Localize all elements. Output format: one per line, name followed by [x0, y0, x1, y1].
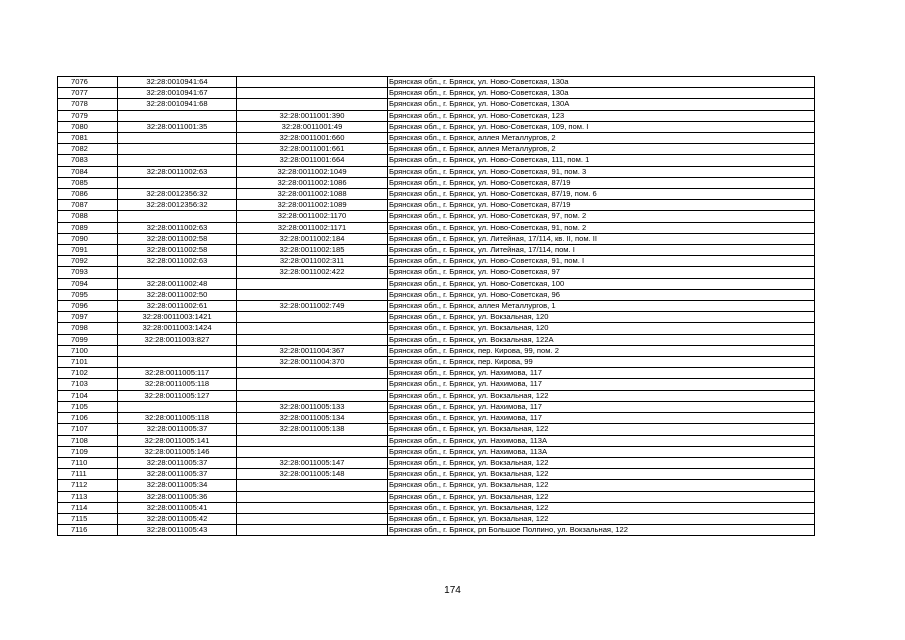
address-cell: Брянская обл., г. Брянск, ул. Ново-Советская, 97: [388, 267, 815, 278]
address-cell: Брянская обл., г. Брянск, рп Большое Полпино, ул. Вокзальная, 122: [388, 525, 815, 536]
table-row: [58, 166, 815, 177]
row-number-cell: 7105: [58, 401, 118, 412]
address-cell: Брянская обл., г. Брянск, ул. Нахимова, 117: [388, 368, 815, 379]
object-cadastral-number-cell: [237, 525, 388, 536]
object-cadastral-number-cell: [237, 289, 388, 300]
parcel-cadastral-number-cell: 32:28:0011005:118: [118, 379, 237, 390]
table-row: [58, 267, 815, 278]
parcel-cadastral-number-cell: 32:28:0011003:1424: [118, 323, 237, 334]
object-cadastral-number-cell: [237, 502, 388, 513]
table-row: [58, 121, 815, 132]
table-row: [58, 469, 815, 480]
row-number-cell: 7109: [58, 446, 118, 457]
address-cell: Брянская обл., г. Брянск, ул. Ново-Советская, 87/19: [388, 177, 815, 188]
address-cell: Брянская обл., г. Брянск, ул. Вокзальная, 122: [388, 424, 815, 435]
address-cell: Брянская обл., г. Брянск, ул. Ново-Советская, 96: [388, 289, 815, 300]
object-cadastral-number-cell: [237, 99, 388, 110]
object-cadastral-number-cell: [237, 323, 388, 334]
row-number-cell: 7077: [58, 88, 118, 99]
row-number-cell: 7078: [58, 99, 118, 110]
object-cadastral-number-cell: [237, 368, 388, 379]
object-cadastral-number-cell: 32:28:0011002:185: [237, 245, 388, 256]
object-cadastral-number-cell: [237, 334, 388, 345]
parcel-cadastral-number-cell: 32:28:0011002:63: [118, 256, 237, 267]
address-cell: Брянская обл., г. Брянск, ул. Вокзальная, 122: [388, 513, 815, 524]
row-number-cell: 7091: [58, 245, 118, 256]
table-row: [58, 177, 815, 188]
object-cadastral-number-cell: [237, 513, 388, 524]
address-cell: Брянская обл., г. Брянск, ул. Ново-Советская, 100: [388, 278, 815, 289]
parcel-cadastral-number-cell: 32:28:0011005:37: [118, 424, 237, 435]
table-row: [58, 301, 815, 312]
object-cadastral-number-cell: 32:28:0011005:147: [237, 457, 388, 468]
row-number-cell: 7106: [58, 413, 118, 424]
row-number-cell: 7085: [58, 177, 118, 188]
object-cadastral-number-cell: 32:28:0011002:1089: [237, 200, 388, 211]
table-row: [58, 457, 815, 468]
address-cell: Брянская обл., г. Брянск, ул. Нахимова, 113А: [388, 435, 815, 446]
address-cell: Брянская обл., г. Брянск, ул. Литейная, 17/114, пом. I: [388, 245, 815, 256]
table-row: [58, 278, 815, 289]
object-cadastral-number-cell: 32:28:0011001:660: [237, 133, 388, 144]
parcel-cadastral-number-cell: [118, 144, 237, 155]
row-number-cell: 7101: [58, 357, 118, 368]
parcel-cadastral-number-cell: 32:28:0010941:68: [118, 99, 237, 110]
object-cadastral-number-cell: 32:28:0011002:1088: [237, 189, 388, 200]
object-cadastral-number-cell: 32:28:0011002:1171: [237, 222, 388, 233]
address-cell: Брянская обл., г. Брянск, ул. Ново-Советская, 97, пом. 2: [388, 211, 815, 222]
object-cadastral-number-cell: 32:28:0011002:1049: [237, 166, 388, 177]
property-table: [57, 76, 815, 536]
row-number-cell: 7096: [58, 301, 118, 312]
parcel-cadastral-number-cell: 32:28:0011002:63: [118, 166, 237, 177]
parcel-cadastral-number-cell: 32:28:0010941:64: [118, 77, 237, 88]
parcel-cadastral-number-cell: 32:28:0012356:32: [118, 189, 237, 200]
parcel-cadastral-number-cell: 32:28:0010941:67: [118, 88, 237, 99]
parcel-cadastral-number-cell: [118, 133, 237, 144]
table-row: [58, 502, 815, 513]
parcel-cadastral-number-cell: 32:28:0011005:146: [118, 446, 237, 457]
table-row: [58, 368, 815, 379]
row-number-cell: 7107: [58, 424, 118, 435]
object-cadastral-number-cell: [237, 446, 388, 457]
row-number-cell: 7087: [58, 200, 118, 211]
address-cell: Брянская обл., г. Брянск, ул. Вокзальная, 120: [388, 312, 815, 323]
row-number-cell: 7114: [58, 502, 118, 513]
table-row: [58, 233, 815, 244]
row-number-cell: 7082: [58, 144, 118, 155]
table-row: [58, 144, 815, 155]
table-row: [58, 435, 815, 446]
parcel-cadastral-number-cell: 32:28:0011005:37: [118, 469, 237, 480]
address-cell: Брянская обл., г. Брянск, ул. Нахимова, 113А: [388, 446, 815, 457]
address-cell: Брянская обл., г. Брянск, ул. Вокзальная, 122: [388, 390, 815, 401]
address-cell: Брянская обл., г. Брянск, ул. Ново-Советская, 123: [388, 110, 815, 121]
address-cell: Брянская обл., г. Брянск, аллея Металлургов, 2: [388, 144, 815, 155]
parcel-cadastral-number-cell: 32:28:0011005:43: [118, 525, 237, 536]
address-cell: Брянская обл., г. Брянск, ул. Ново-Советская, 130А: [388, 99, 815, 110]
object-cadastral-number-cell: 32:28:0011005:138: [237, 424, 388, 435]
table-row: [58, 345, 815, 356]
parcel-cadastral-number-cell: 32:28:0011003:827: [118, 334, 237, 345]
parcel-cadastral-number-cell: 32:28:0012356:32: [118, 200, 237, 211]
object-cadastral-number-cell: [237, 77, 388, 88]
address-cell: Брянская обл., г. Брянск, ул. Нахимова, 117: [388, 379, 815, 390]
object-cadastral-number-cell: 32:28:0011001:49: [237, 121, 388, 132]
row-number-cell: 7098: [58, 323, 118, 334]
address-cell: Брянская обл., г. Брянск, ул. Нахимова, 117: [388, 401, 815, 412]
row-number-cell: 7084: [58, 166, 118, 177]
row-number-cell: 7076: [58, 77, 118, 88]
parcel-cadastral-number-cell: [118, 155, 237, 166]
table-row: [58, 245, 815, 256]
parcel-cadastral-number-cell: [118, 177, 237, 188]
table-row: [58, 200, 815, 211]
page-number: 174: [444, 585, 461, 596]
address-cell: Брянская обл., г. Брянск, ул. Ново-Советская, 87/19, пом. 6: [388, 189, 815, 200]
table-row: [58, 480, 815, 491]
row-number-cell: 7079: [58, 110, 118, 121]
address-cell: Брянская обл., г. Брянск, ул. Ново-Советская, 111, пом. 1: [388, 155, 815, 166]
parcel-cadastral-number-cell: 32:28:0011002:50: [118, 289, 237, 300]
address-cell: Брянская обл., г. Брянск, ул. Ново-Советская, 109, пом. I: [388, 121, 815, 132]
object-cadastral-number-cell: [237, 312, 388, 323]
address-cell: Брянская обл., г. Брянск, ул. Ново-Советская, 91, пом. 2: [388, 222, 815, 233]
table-row: [58, 491, 815, 502]
table-row: [58, 424, 815, 435]
address-cell: Брянская обл., г. Брянск, ул. Ново-Советская, 91, пом. I: [388, 256, 815, 267]
object-cadastral-number-cell: [237, 278, 388, 289]
row-number-cell: 7103: [58, 379, 118, 390]
row-number-cell: 7108: [58, 435, 118, 446]
parcel-cadastral-number-cell: [118, 267, 237, 278]
object-cadastral-number-cell: 32:28:0011002:1086: [237, 177, 388, 188]
parcel-cadastral-number-cell: [118, 357, 237, 368]
parcel-cadastral-number-cell: 32:28:0011002:63: [118, 222, 237, 233]
object-cadastral-number-cell: 32:28:0011005:148: [237, 469, 388, 480]
parcel-cadastral-number-cell: [118, 211, 237, 222]
table-row: [58, 256, 815, 267]
parcel-cadastral-number-cell: 32:28:0011005:37: [118, 457, 237, 468]
row-number-cell: 7094: [58, 278, 118, 289]
object-cadastral-number-cell: 32:28:0011001:664: [237, 155, 388, 166]
row-number-cell: 7090: [58, 233, 118, 244]
parcel-cadastral-number-cell: [118, 401, 237, 412]
parcel-cadastral-number-cell: 32:28:0011005:41: [118, 502, 237, 513]
row-number-cell: 7110: [58, 457, 118, 468]
address-cell: Брянская обл., г. Брянск, ул. Вокзальная, 122: [388, 469, 815, 480]
object-cadastral-number-cell: 32:28:0011001:390: [237, 110, 388, 121]
table-row: [58, 379, 815, 390]
address-cell: Брянская обл., г. Брянск, аллея Металлургов, 2: [388, 133, 815, 144]
parcel-cadastral-number-cell: 32:28:0011002:61: [118, 301, 237, 312]
parcel-cadastral-number-cell: [118, 345, 237, 356]
table-row: [58, 77, 815, 88]
parcel-cadastral-number-cell: 32:28:0011005:127: [118, 390, 237, 401]
object-cadastral-number-cell: 32:28:0011002:1170: [237, 211, 388, 222]
table-row: [58, 88, 815, 99]
row-number-cell: 7088: [58, 211, 118, 222]
table-row: [58, 222, 815, 233]
address-cell: Брянская обл., г. Брянск, ул. Вокзальная, 122А: [388, 334, 815, 345]
table-row: [58, 312, 815, 323]
table-row: [58, 334, 815, 345]
row-number-cell: 7104: [58, 390, 118, 401]
parcel-cadastral-number-cell: 32:28:0011005:118: [118, 413, 237, 424]
row-number-cell: 7097: [58, 312, 118, 323]
address-cell: Брянская обл., г. Брянск, ул. Ново-Советская, 130а: [388, 88, 815, 99]
row-number-cell: 7081: [58, 133, 118, 144]
object-cadastral-number-cell: [237, 435, 388, 446]
object-cadastral-number-cell: [237, 480, 388, 491]
address-cell: Брянская обл., г. Брянск, ул. Вокзальная, 122: [388, 502, 815, 513]
address-cell: Брянская обл., г. Брянск, пер. Кирова, 99: [388, 357, 815, 368]
table-row: [58, 110, 815, 121]
object-cadastral-number-cell: 32:28:0011005:133: [237, 401, 388, 412]
row-number-cell: 7099: [58, 334, 118, 345]
object-cadastral-number-cell: 32:28:0011002:422: [237, 267, 388, 278]
address-cell: Брянская обл., г. Брянск, ул. Вокзальная, 122: [388, 491, 815, 502]
table-row: [58, 189, 815, 200]
table-row: [58, 323, 815, 334]
table-row: [58, 525, 815, 536]
table-row: [58, 99, 815, 110]
parcel-cadastral-number-cell: 32:28:0011001:35: [118, 121, 237, 132]
address-cell: Брянская обл., г. Брянск, ул. Нахимова, 117: [388, 413, 815, 424]
object-cadastral-number-cell: [237, 379, 388, 390]
parcel-cadastral-number-cell: 32:28:0011005:42: [118, 513, 237, 524]
row-number-cell: 7100: [58, 345, 118, 356]
table-row: [58, 133, 815, 144]
object-cadastral-number-cell: 32:28:0011002:184: [237, 233, 388, 244]
row-number-cell: 7083: [58, 155, 118, 166]
row-number-cell: 7092: [58, 256, 118, 267]
row-number-cell: 7102: [58, 368, 118, 379]
address-cell: Брянская обл., г. Брянск, ул. Ново-Советская, 91, пом. 3: [388, 166, 815, 177]
parcel-cadastral-number-cell: 32:28:0011005:141: [118, 435, 237, 446]
parcel-cadastral-number-cell: [118, 110, 237, 121]
row-number-cell: 7115: [58, 513, 118, 524]
row-number-cell: 7095: [58, 289, 118, 300]
address-cell: Брянская обл., г. Брянск, пер. Кирова, 99, пом. 2: [388, 345, 815, 356]
parcel-cadastral-number-cell: 32:28:0011002:48: [118, 278, 237, 289]
object-cadastral-number-cell: 32:28:0011005:134: [237, 413, 388, 424]
object-cadastral-number-cell: [237, 88, 388, 99]
property-table-body: [58, 77, 815, 536]
row-number-cell: 7111: [58, 469, 118, 480]
row-number-cell: 7093: [58, 267, 118, 278]
object-cadastral-number-cell: [237, 390, 388, 401]
address-cell: Брянская обл., г. Брянск, ул. Вокзальная, 122: [388, 457, 815, 468]
address-cell: Брянская обл., г. Брянск, ул. Ново-Советская, 130а: [388, 77, 815, 88]
parcel-cadastral-number-cell: 32:28:0011005:34: [118, 480, 237, 491]
row-number-cell: 7086: [58, 189, 118, 200]
table-row: [58, 289, 815, 300]
address-cell: Брянская обл., г. Брянск, ул. Ново-Советская, 87/19: [388, 200, 815, 211]
row-number-cell: 7112: [58, 480, 118, 491]
object-cadastral-number-cell: 32:28:0011002:749: [237, 301, 388, 312]
object-cadastral-number-cell: 32:28:0011004:370: [237, 357, 388, 368]
address-cell: Брянская обл., г. Брянск, ул. Литейная, 17/114, кв. II, пом. II: [388, 233, 815, 244]
table-row: [58, 513, 815, 524]
object-cadastral-number-cell: 32:28:0011001:661: [237, 144, 388, 155]
table-row: [58, 413, 815, 424]
table-row: [58, 390, 815, 401]
address-cell: Брянская обл., г. Брянск, ул. Вокзальная, 120: [388, 323, 815, 334]
parcel-cadastral-number-cell: 32:28:0011002:58: [118, 245, 237, 256]
object-cadastral-number-cell: 32:28:0011002:311: [237, 256, 388, 267]
table-row: [58, 155, 815, 166]
address-cell: Брянская обл., г. Брянск, ул. Вокзальная, 122: [388, 480, 815, 491]
table-row: [58, 357, 815, 368]
object-cadastral-number-cell: 32:28:0011004:367: [237, 345, 388, 356]
address-cell: Брянская обл., г. Брянск, аллея Металлургов, 1: [388, 301, 815, 312]
table-row: [58, 401, 815, 412]
parcel-cadastral-number-cell: 32:28:0011003:1421: [118, 312, 237, 323]
table-row: [58, 446, 815, 457]
object-cadastral-number-cell: [237, 491, 388, 502]
parcel-cadastral-number-cell: 32:28:0011005:117: [118, 368, 237, 379]
row-number-cell: 7089: [58, 222, 118, 233]
row-number-cell: 7116: [58, 525, 118, 536]
parcel-cadastral-number-cell: 32:28:0011005:36: [118, 491, 237, 502]
parcel-cadastral-number-cell: 32:28:0011002:58: [118, 233, 237, 244]
row-number-cell: 7080: [58, 121, 118, 132]
table-row: [58, 211, 815, 222]
row-number-cell: 7113: [58, 491, 118, 502]
